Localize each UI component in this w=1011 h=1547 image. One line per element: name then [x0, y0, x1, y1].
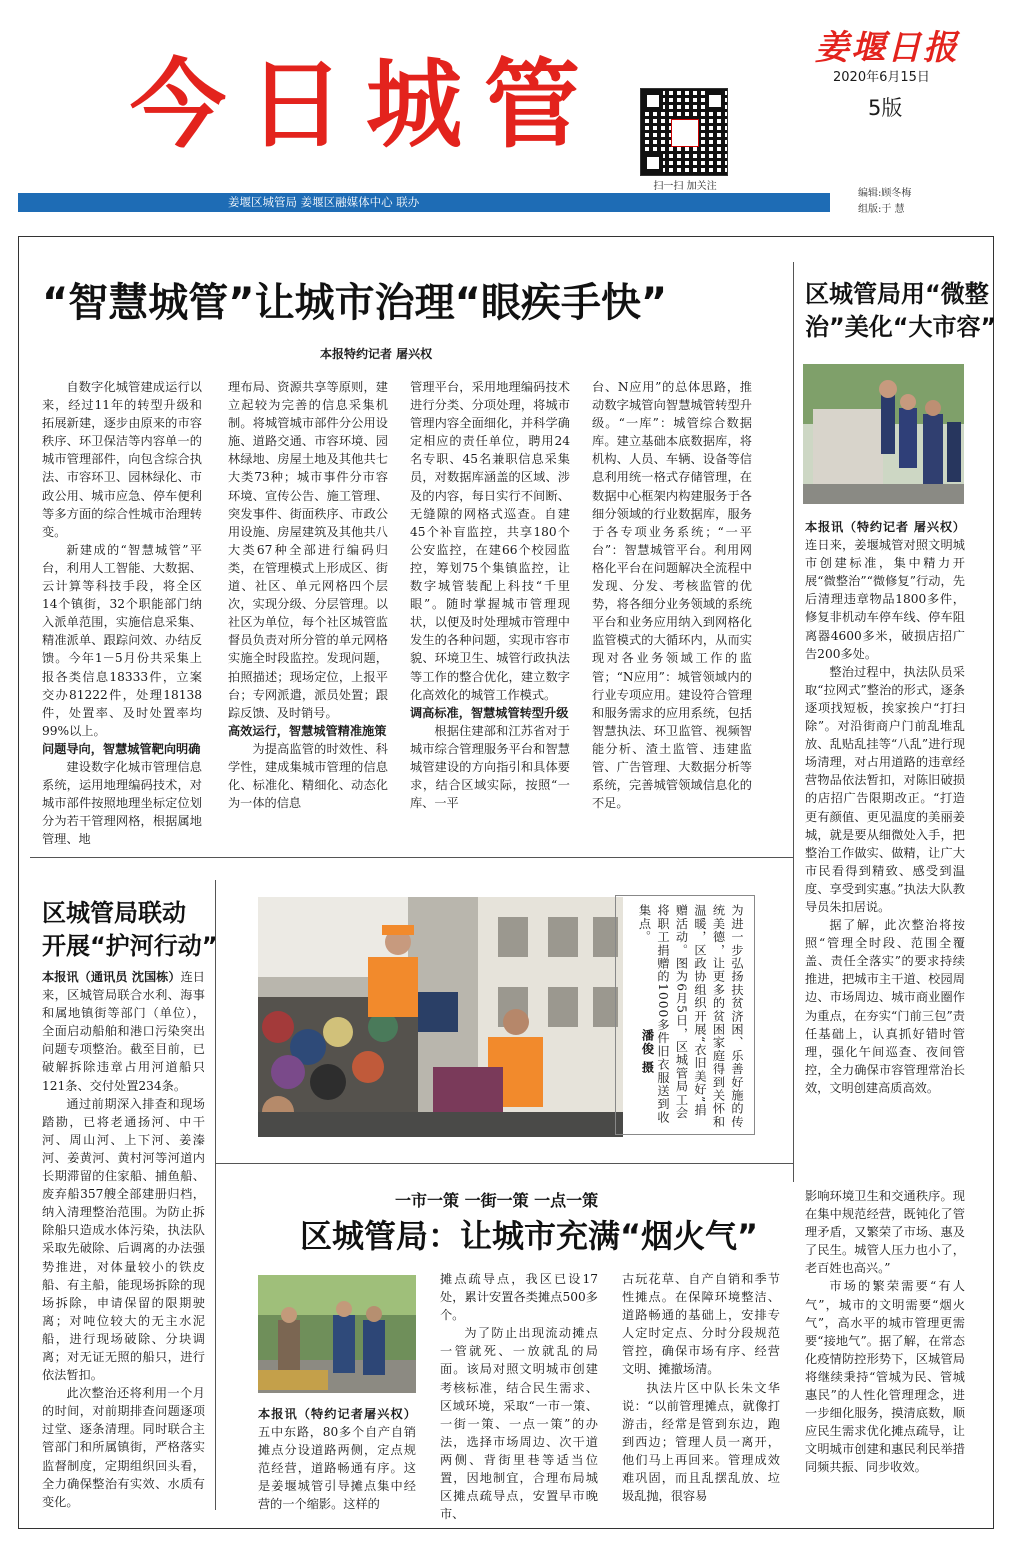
paragraph — [592, 378, 752, 812]
paragraph-text: 市场的繁荣需要“有人气”，城市的文明需要“烟火气”，高水平的城市管理更需要“接地气”。据了解，在常态化疫情防控形势下，区城管局将继续秉持“管城为民、管城惠民”的人性化管理理念，进一步细化服务，摸清底数，顺应民生需求优化摊点疏导，让文明城市创建和惠民利民举措同频共振、同步收效。 — [805, 1279, 965, 1475]
editor-credits — [858, 186, 911, 218]
column-rule — [215, 880, 216, 1510]
paragraph-text: 古玩花草、自产自销和季节性摊点。在保障环境整洁、道路畅通的基础上，安排专人定时定点、分时分段规范管控，确保市场有序、经营文明、摊撤场清。 — [622, 1272, 780, 1377]
right-headline-line-2: 治”美化“大市容” — [805, 313, 997, 341]
dateline: 本报讯（特约记者屠兴权） — [258, 1407, 416, 1421]
paragraph — [622, 1379, 780, 1506]
lead-column-4-text — [592, 378, 752, 812]
inspection-photo — [803, 364, 964, 504]
paragraph — [440, 1324, 598, 1523]
subheading — [410, 704, 570, 722]
photo-caption-text: 为进一步弘扬扶贫济困、乐善好施的传统美德，让更多的贫困家庭得到关怀和温暖，区政协组织开展“衣旧美好”捐赠活动。图为6月5日，区城管局工会将职工捐赠的1000多件旧衣服送到收集点。 — [637, 904, 744, 1129]
bottom-column-4-text — [805, 1187, 965, 1477]
bottom-column-3 — [622, 1270, 780, 1513]
paragraph-text: 管理平台，采用地理编码技术进行分类、分项处理，将城市管理内容全面细化，并科学确定相应的责任单位，聘用24名专职、45名兼职信息采集员，对数据库涵盖的区域、涉及的内容，每日实行不间断、无缝隙的网格式巡查。自建45个补盲监控，共享180个公安监控，在建66个校园监控，筹划75个集镇监控，让数字城管装配上科技“千里眼”。随时掌握城市管理现状，以便及时处理城市管理中发生的各种问题，实现市容市貌、环境卫生、城管行政执法等工作的整合优化，建立数字化高效化的城管工作模式。 — [410, 380, 570, 702]
paragraph — [42, 541, 202, 740]
paragraph-text: 摊点疏导点，我区已设17处，累计安置各类摊点500多个。 — [440, 1272, 598, 1323]
paragraph-text: 影响环境卫生和交通秩序。现在集中规范经营，既钝化了管理矛盾，又繁荣了市场、惠及了民生。城管人压力也小了，老百姓也高兴。” — [805, 1189, 965, 1276]
paragraph-text: 连日来，姜堰城管对照文明城市创建标准，集中精力开展“微整治”“微修复”行动，先后清理违章物品1800多件，修复非机动车停车线、停车阻离器4600多米，破损店招广告200多处。 — [805, 538, 965, 661]
paragraph — [440, 1270, 598, 1324]
right-headline-line-1: 区城管局用“微整 — [805, 280, 989, 308]
bottom-kicker: 一市一策 一街一策 一点一策 — [395, 1191, 599, 1210]
paragraph-text: 为了防止出现流动摊点一管就死、一放就乱的局面。该局对照文明城市创建考核标准，结合民生需求、区域环境，采取“一市一策、一街一策、一点一策”的办法，选择市场周边、次干道两侧、背街里巷等适当位置，因地制宜，合理布局城区摊点疏导点，安置早市晚市、 — [440, 1326, 598, 1522]
paragraph-text: 理布局、资源共享等原则，建立起较为完善的信息采集机制。将城管城市部件分公用设施、道路交通、市容环境、园林绿地、房屋土地及其他共七大类73种；城市事件分市容环境、宣传公告、施工管理、突发事件、街面秩序、市政公用设施、房屋建筑及其他共八大类67种全部进行编码归类，在管理模式上形成区、街道、社区、单元网格四个层次，实现分级、分层管理。以社区为单位，每个社区城管监督员负责对所分管的单元网格实施全时段监控。发现问题，拍照描述；现场定位，上报平台；专网派遣，派员处置；跟踪反馈、及时销号。 — [228, 380, 388, 720]
donation-photo — [258, 897, 623, 1137]
paragraph — [228, 740, 388, 812]
paragraph — [42, 378, 202, 541]
paragraph-text: 根据住建部和江苏省对于城市综合管理服务平台和智慧城管建设的方向指引和具体要求，结合区域实际，按照“一库、一平 — [410, 723, 570, 811]
photo-credit: 潘俊 摄 — [640, 1029, 655, 1074]
bottom-headline: 区城管局：让城市充满“烟火气” — [300, 1217, 759, 1255]
paragraph-text: 执法片区中队长朱文华说：“以前管理摊点，就像打游击，经常是管到东边，跑到西边；管理人员一离开，他们马上再回来。管理成效难巩固，而且乱摆乱放、垃圾乱抛，很容易 — [622, 1380, 780, 1504]
paragraph-text: 为提高监管的时效性、科学性，建成集城市管理的信息化、标准化、精细化、动态化为一体的信息 — [228, 741, 388, 811]
lead-column-1 — [42, 378, 202, 847]
subheading — [42, 740, 202, 758]
paragraph — [805, 663, 965, 916]
layout-editor-name: 组版:于 慧 — [858, 204, 905, 215]
paragraph-text: 新建成的“智慧城管”平台，利用人工智能、大数据、云计算等科技手段，将全区14个镇街，32个职能部门纳入派单范围，实施信息采集、精准派单、跟踪问效、办结反馈。今年1－5月份共采集上报各类信息18333件，立案交办81222件，处理18138件，处置率、及时处置率均99%以上。 — [42, 542, 202, 738]
lead-column-3-text — [410, 378, 570, 812]
river-headline-line-2: 开展“护河行动” — [42, 932, 218, 960]
paragraph — [42, 968, 205, 1095]
lead-column-3 — [410, 378, 570, 843]
dateline: 本报讯（通讯员 沈国栋） — [42, 970, 181, 984]
paragraph-text: 整治过程中，执法队员采取“拉网式”整治的形式，逐条逐项找短板，挨家挨户“打扫除”。对沿街商户门前乱堆乱放、乱贴乱挂等“八乱”进行现场清理，对占用道路的违章经营物品依法暂扣，对陈旧破损的店招广告限期改正。“打造更有颜值、更见温度的美丽姜城，就是要从细微处入手，把整治工作做实、做精，让广大市民看得到精致、感受到温度、享受到实惠。”执法大队教导员朱扣居说。 — [805, 664, 965, 914]
paragraph — [42, 1095, 205, 1385]
paragraph-text: 自数字化城管建成运行以来，经过11年的转型升级和拓展新建，逐步由原来的市容秩序、环卫保洁等内容单一的城市管理部件，向包含综合执法、市容环卫、园林绿化、市政公用、城市应急、停车便利等多方面的综合性城市治理转变。 — [42, 380, 202, 539]
paragraph-text: 通过前期深入排查和现场踏勘，已将老通扬河、中干河、周山河、上下河、姜溱河、姜黄河、黄村河等河道内长期滞留的住家船、捕鱼船、废弃船357艘全部建册归档，纳入清理整治范围。为防止拆除船只造成水体污染，执法队采取先破除、后调离的办法强势推进，对体量较小的铁皮船、有主船，能现场拆除的现场拆除，申请保留的限期驶离；对吨位较大的无主水泥船，进行现场破除、分块调离；对无证无照的船只，进行依法暂扣。 — [42, 1096, 205, 1383]
photo-caption-box — [615, 895, 755, 1135]
bottom-column-4 — [805, 1187, 965, 1513]
paragraph-text: 问题导向，智慧城管靶向明确 — [42, 741, 201, 756]
paragraph-text: 连日来，区城管局联合水利、海事和属地镇街等部门（单位），全面启动船舶和港口污染突出问题专项整治。截至目前，已破解拆除违章占用河道船只121条、交付处置234条。 — [42, 970, 205, 1093]
paragraph-text: 此次整治还将利用一个月的时间，对前期排查问题逐项过堂、逐条清理。同时联合主管部门和所属镇街，严格落实监督制度，定期组织回头看，全力确保整治有实效、水质有变化。 — [42, 1386, 205, 1509]
paragraph-text: 高效运行，智慧城管精准施策 — [228, 723, 387, 738]
river-headline — [42, 897, 218, 963]
paragraph — [410, 722, 570, 812]
paragraph-text: 建设数字化城市管理信息系统，运用地理编码技术，对城市部件按照地理坐标定位划分为若干管理网格，根据属地管理、地 — [42, 759, 202, 847]
paragraph — [42, 1384, 205, 1511]
subheading — [228, 722, 388, 740]
lead-column-2-text — [228, 378, 388, 812]
paragraph-text: 调高标准，智慧城管转型升级 — [410, 705, 569, 720]
qr-finder-icon — [705, 91, 725, 111]
lead-column-4 — [592, 378, 752, 843]
qr-logo-icon — [671, 119, 699, 147]
qr-caption: 扫一扫 加关注 — [653, 181, 717, 192]
paper-logo: 姜堰日报 — [815, 28, 959, 68]
page-number: 5版 — [868, 96, 903, 120]
bottom-column-1-text — [258, 1405, 416, 1514]
editor-name: 编辑:顾冬梅 — [858, 188, 912, 199]
right-story-body — [805, 518, 965, 1158]
section-title: 今日城管 — [130, 49, 602, 161]
river-headline-line-1: 区城管局联动 — [42, 899, 186, 927]
lead-column-1-text — [42, 378, 202, 848]
right-headline — [805, 278, 996, 344]
paragraph — [805, 518, 965, 663]
qr-finder-icon — [643, 91, 663, 111]
paragraph — [805, 1277, 965, 1476]
paragraph — [410, 378, 570, 704]
bottom-column-3-text — [622, 1270, 780, 1505]
paragraph — [228, 378, 388, 722]
paragraph-text: 据了解，此次整治将按照“管理全时段、范围全覆盖、责任全落实”的要求持续推进，把城市主干道、校园周边、市场周边、城市商业圈作为重点，在夯实“门前三包”责任基础上，认真抓好错时管理，强化午间巡查、夜间管控，全力确保市容管理常治长效，文明创建高质高效。 — [805, 918, 965, 1095]
right-story-text — [805, 518, 965, 1097]
qr-finder-icon — [643, 153, 663, 173]
paragraph — [42, 758, 202, 848]
dateline: 本报讯（特约记者 屠兴权） — [805, 520, 965, 534]
lead-column-2 — [228, 378, 388, 843]
river-story-text — [42, 968, 205, 1511]
paragraph-text: 五中东路，80多个自产自销摊点分设道路两侧，定点规范经营，道路畅通有序。这是姜堰城管引导摊点集中经营的一个缩影。这样的 — [258, 1425, 416, 1512]
stall-photo — [258, 1275, 416, 1393]
publication-date: 2020年6月15日 — [833, 70, 930, 85]
paragraph — [805, 1187, 965, 1277]
paragraph-text: 台、N应用”的总体思路，推动数字城管向智慧城管转型升级。“一库”：城管综合数据库。建立基础本底数据库，将机构、人员、车辆、设备等信息利用统一格式存储管理，在数据中心框架内构建服务于各细分领域的行业数据库，服务于各专项业务系统；“一平台”：智慧城管平台。利用网格化平台在问题解决全流程中发现、分发、考核监管的优势，将各细分业务领域的系统平台和业务应用纳入到网格化监管模式的大循环内，从而实现对各业务领域工作的监管；“N应用”：城管领域内的行业专项应用。建设符合管理和服务需求的应用系统，包括智慧执法、环卫监管、视频智能分析、渣土监管、违建监管、广告管理、大数据分析等系统，完善城管领域信息化的不足。 — [592, 380, 752, 811]
bottom-column-2 — [440, 1270, 598, 1522]
qr-code[interactable] — [640, 88, 728, 176]
section-rule — [30, 857, 793, 858]
bottom-column-2-text — [440, 1270, 598, 1523]
section-rule — [215, 1163, 793, 1164]
paragraph — [805, 916, 965, 1097]
river-story-body — [42, 968, 205, 1508]
bottom-column-1 — [258, 1405, 416, 1513]
sponsor-text: 姜堰区城管局 姜堰区融媒体中心 联办 — [228, 195, 420, 209]
column-rule — [793, 262, 794, 1182]
paragraph — [622, 1270, 780, 1379]
sponsor-band — [18, 193, 830, 212]
paragraph — [258, 1405, 416, 1514]
lead-headline: “智慧城管”让城市治理“眼疾手快” — [42, 280, 668, 326]
lead-byline: 本报特约记者 屠兴权 — [320, 347, 433, 361]
